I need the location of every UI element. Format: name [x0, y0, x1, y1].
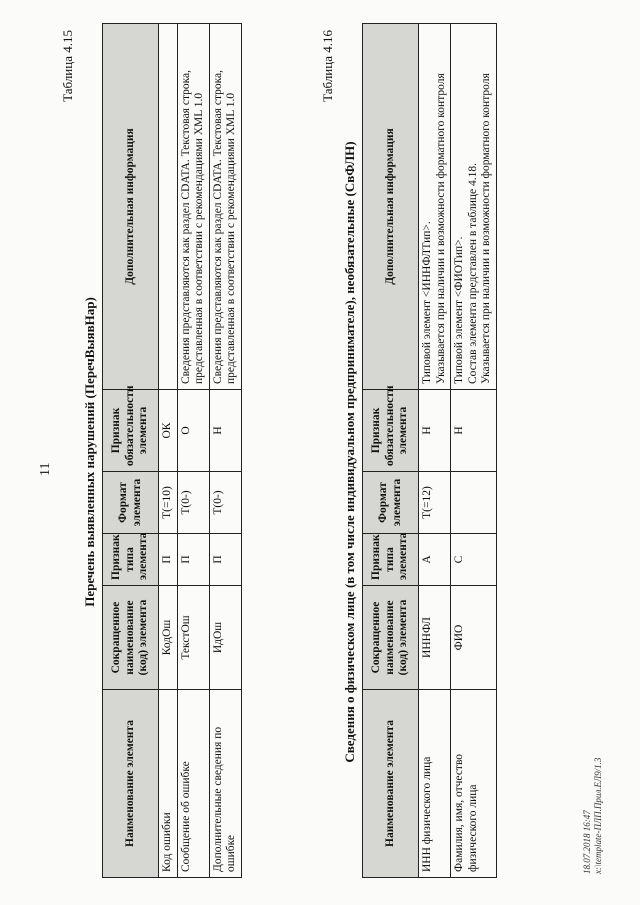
cell-name: Сообщение об ошибке	[177, 690, 209, 878]
header-format: Формат элемента	[103, 472, 159, 534]
info-line: Состав элемента представлен в таблице 4.18.	[466, 162, 479, 384]
header-short-code: Сокращенное наименование (код) элемента	[103, 586, 159, 690]
cell-type: П	[209, 534, 241, 586]
table-4-16-label: Таблица 4.16	[320, 30, 335, 102]
cell-type: П	[159, 534, 178, 586]
cell-info	[451, 24, 497, 390]
cell-type: А	[419, 534, 451, 586]
cell-name: Код ошибки	[159, 690, 178, 878]
cell-code: ИННФЛ	[419, 586, 451, 690]
table-header-row	[103, 24, 159, 878]
header-required-sign: Признак обязательности элемента	[363, 390, 419, 472]
cell-name: ИНН физического лица	[419, 690, 451, 878]
cell-info	[159, 24, 178, 390]
cell-code: ИдОш	[209, 586, 241, 690]
footer-note	[582, 758, 604, 874]
cell-required: ОК	[159, 390, 178, 472]
footer-timestamp: 18.07.2018 16:47	[582, 810, 592, 874]
cell-required: Н	[451, 390, 497, 472]
cell-name: Дополнительные сведения по ошибке	[209, 690, 241, 878]
cell-code: ФИО	[451, 586, 497, 690]
header-required-sign: Признак обязательности элемента	[103, 390, 159, 472]
cell-format	[451, 472, 497, 534]
cell-info: Сведения представляются как раздел CDATA. Текстовая строка, представленная в соответствии с рекомендациями XML 1.0	[177, 24, 209, 390]
cell-format: T(=12)	[419, 472, 451, 534]
header-format: Формат элемента	[363, 472, 419, 534]
info-line: Типовой элемент <ИННФЛТип>.	[421, 221, 433, 384]
table-row	[451, 24, 497, 878]
cell-type: П	[177, 534, 209, 586]
cell-info	[419, 24, 451, 390]
table-4-16	[362, 23, 497, 878]
header-additional-info: Дополнительная информация	[363, 24, 419, 390]
info-line: Указывается при наличии и возможности форматного контроля	[434, 73, 447, 384]
table-row	[419, 24, 451, 878]
cell-format: T(0-)	[177, 472, 209, 534]
cell-required: Н	[209, 390, 241, 472]
rotated-content	[20, 12, 620, 892]
cell-required: Н	[419, 390, 451, 472]
info-line: Типовой элемент <ФИОТип>.	[453, 236, 466, 384]
table-4-15-label: Таблица 4.15	[60, 30, 75, 102]
cell-code: ТекстОш	[177, 586, 209, 690]
cell-info: Сведения представляются как раздел CDATA. Текстовая строка, представленная в соответствии с рекомендациями XML 1.0	[209, 24, 241, 390]
header-type-sign: Признак типа элемента	[103, 534, 159, 586]
header-element-name: Наименование элемента	[103, 690, 159, 878]
info-line: Указывается при наличии и возможности форматного контроля	[480, 73, 493, 384]
page-number: 11	[38, 462, 53, 476]
table-row	[159, 24, 178, 878]
table-row	[209, 24, 241, 878]
cell-name: Фамилия, имя, отчество физического лица	[451, 690, 497, 878]
header-element-name: Наименование элемента	[363, 690, 419, 878]
header-additional-info: Дополнительная информация	[103, 24, 159, 390]
table-row	[177, 24, 209, 878]
table-4-15-title: Перечень выявленных нарушений (ПеречВыявНар)	[82, 297, 97, 607]
cell-required: О	[177, 390, 209, 472]
header-short-code: Сокращенное наименование (код) элемента	[363, 586, 419, 690]
cell-type: С	[451, 534, 497, 586]
cell-code: КодОш	[159, 586, 178, 690]
table-header-row	[363, 24, 419, 878]
table-4-16-title: Сведения о физическом лице (в том числе индивидуальном предпринимателе), необязательные (СвФЛН)	[342, 141, 357, 763]
cell-format: T(=10)	[159, 472, 178, 534]
footer-path: x:\template-ПЛП.Прил.ЕЛ9/1.3	[592, 757, 603, 874]
table-4-15	[102, 23, 242, 878]
header-type-sign: Признак типа элемента	[363, 534, 419, 586]
cell-format: T(0-)	[209, 472, 241, 534]
